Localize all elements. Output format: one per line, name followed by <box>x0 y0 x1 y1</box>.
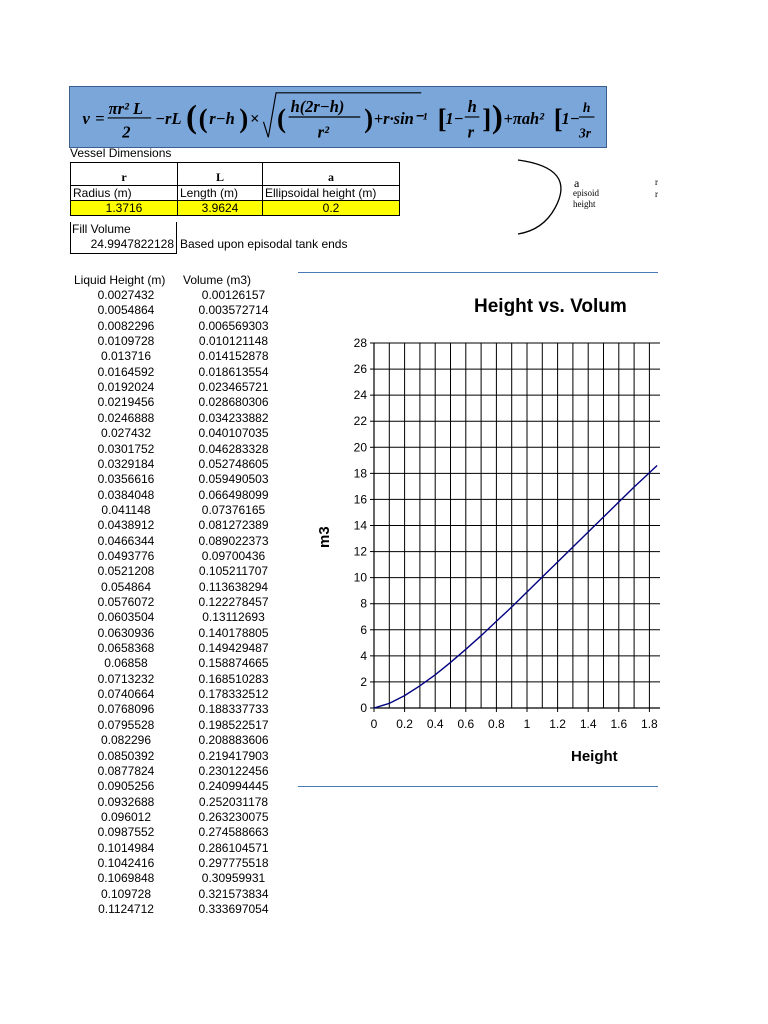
chart-y-tick-label: 6 <box>360 622 367 637</box>
volume-cell: 0.333697054 <box>198 902 269 916</box>
svg-text:): ) <box>239 103 249 134</box>
volume-cell: 0.158874665 <box>198 656 269 671</box>
liquid-height-cell: 0.0630936 <box>97 625 155 640</box>
tank-edge-label-2: r <box>655 189 658 199</box>
chart-y-tick-label: 18 <box>353 466 367 481</box>
volume-cell: 0.30959931 <box>201 871 266 886</box>
liquid-height-cell: 0.0384048 <box>97 487 155 502</box>
svg-text:r²: r² <box>317 122 330 142</box>
liquid-height-cell: 0.0219456 <box>97 395 155 410</box>
tank-label-height-text: height <box>573 199 596 209</box>
volume-cell: 0.286104571 <box>198 840 269 855</box>
liquid-height-cell: 0.041148 <box>101 502 151 517</box>
liquid-height-cell: 0.0932688 <box>97 794 155 809</box>
chart-y-tick-label: 14 <box>353 518 367 533</box>
volume-cell: 0.010121148 <box>198 334 269 349</box>
svg-text:[: [ <box>553 103 563 134</box>
liquid-height-cell: 0.0795528 <box>97 717 155 732</box>
volume-cell: 0.240994445 <box>198 779 269 794</box>
tank-label-episoid: episoid <box>573 188 599 198</box>
chart-x-tick-label: 1.2 <box>549 717 566 731</box>
volume-cell: 0.046283328 <box>198 441 269 456</box>
volume-cell: 0.00126157 <box>201 288 266 302</box>
chart-y-tick-label: 24 <box>353 388 367 403</box>
volume-cell: 0.122278457 <box>198 595 269 609</box>
chart-x-tick-label: 0.2 <box>396 717 413 731</box>
liquid-height-cell: 0.0521208 <box>97 564 155 579</box>
volume-cell: 0.07376165 <box>201 502 266 517</box>
svg-text:v: v <box>82 108 90 128</box>
volume-cell: 0.105211707 <box>198 564 269 579</box>
volume-cell: 0.09700436 <box>201 548 266 563</box>
svg-text:=: = <box>95 108 105 128</box>
chart-x-tick-label: 0.8 <box>488 717 505 731</box>
volume-cell: 0.006569303 <box>198 318 269 333</box>
svg-text:πr² L: πr² L <box>108 99 144 119</box>
volume-cell: 0.081272389 <box>198 518 269 533</box>
fill-volume-label: Fill Volume <box>72 222 131 236</box>
volume-cell: 0.059490503 <box>198 472 269 487</box>
ellipsoid-label: Ellipsoidal height (m) <box>263 186 400 201</box>
radius-symbol: r <box>71 163 178 186</box>
volume-cell: 0.263230075 <box>198 809 269 824</box>
liquid-height-cell: 0.1014984 <box>97 840 155 855</box>
liquid-height-cell: 0.0164592 <box>97 364 155 379</box>
liquid-height-cell: 0.0329184 <box>97 456 155 471</box>
fill-volume-box <box>70 222 177 254</box>
chart-y-tick-label: 16 <box>353 492 367 507</box>
volume-cell: 0.219417903 <box>198 748 269 763</box>
liquid-height-cell: 0.0987552 <box>97 825 155 840</box>
vessel-dimensions-table <box>70 162 400 216</box>
liquid-height-cell: 0.0027432 <box>97 288 155 302</box>
liquid-height-cell: 0.0603504 <box>97 610 155 625</box>
volume-cell: 0.188337733 <box>198 702 269 717</box>
svg-text:1−: 1− <box>561 108 580 128</box>
liquid-height-cell: 0.0905256 <box>97 779 155 794</box>
svg-text:2: 2 <box>122 122 131 142</box>
volume-cell: 0.198522517 <box>198 717 269 732</box>
volume-cell: 0.297775518 <box>198 855 269 870</box>
chart-y-tick-label: 12 <box>353 544 367 559</box>
radius-label: Radius (m) <box>71 186 178 201</box>
chart-y-tick-label: 20 <box>353 440 367 455</box>
volume-cell: 0.321573834 <box>198 886 269 901</box>
chart-x-tick-label: 1.6 <box>610 717 628 731</box>
volume-cell: 0.014152878 <box>198 349 269 364</box>
chart-x-tick-label: 1 <box>523 717 531 731</box>
liquid-height-cell: 0.0301752 <box>97 441 155 456</box>
liquid-height-cell: 0.0109728 <box>97 334 155 349</box>
chart-y-tick-label: 0 <box>360 701 367 715</box>
fill-volume-note: Based upon episodal tank ends <box>180 237 348 251</box>
volume-cell: 0.003572714 <box>198 303 269 318</box>
liquid-height-cell: 0.013716 <box>100 349 152 364</box>
volume-cell: 0.168510283 <box>198 671 269 686</box>
chart-x-tick-label: 1.8 <box>641 717 658 731</box>
volume-cell: 0.274588663 <box>198 825 269 840</box>
liquid-height-cell: 0.0356616 <box>97 472 155 487</box>
chart-area-bottom-border <box>298 786 658 787</box>
length-value[interactable]: 3.9624 <box>178 201 263 216</box>
chart-x-tick-label: 0.6 <box>457 717 475 731</box>
volume-cell: 0.140178805 <box>198 625 269 640</box>
chart-series-line <box>374 466 657 709</box>
volume-cell: 0.040107035 <box>198 426 269 441</box>
volume-formula <box>69 86 607 148</box>
radius-value[interactable]: 1.3716 <box>71 201 178 216</box>
chart-y-tick-label: 10 <box>353 570 367 585</box>
tank-end-diagram <box>515 158 575 236</box>
volume-cell: 0.028680306 <box>198 395 269 410</box>
volume-cell: 0.230122456 <box>198 763 269 778</box>
ellipsoid-value[interactable]: 0.2 <box>263 201 400 216</box>
fill-volume-value: 24.9947822128 <box>90 237 174 251</box>
tank-edge-label <box>655 176 658 200</box>
svg-text:1−: 1− <box>445 108 464 128</box>
header-liquid-height: Liquid Height (m) <box>74 273 166 287</box>
liquid-height-cell: 0.0877824 <box>97 763 155 778</box>
liquid-height-cell: 0.0054864 <box>97 303 155 318</box>
liquid-height-cell: 0.1069848 <box>97 871 155 886</box>
svg-text:3r: 3r <box>578 125 592 141</box>
svg-text:h: h <box>467 97 477 117</box>
liquid-height-cell: 0.0438912 <box>97 518 155 533</box>
chart-y-tick-label: 26 <box>353 362 367 377</box>
liquid-height-cell: 0.054864 <box>100 579 152 594</box>
chart-x-tick-label: 0.4 <box>426 717 444 731</box>
svg-text:r−h: r−h <box>209 108 235 128</box>
liquid-height-cell: 0.0246888 <box>97 410 155 425</box>
chart-y-tick-label: 22 <box>353 414 367 429</box>
liquid-height-cell: 0.0850392 <box>97 748 155 763</box>
volume-cell: 0.018613554 <box>198 364 269 379</box>
liquid-height-cell: 0.0493776 <box>97 548 155 563</box>
volume-cell: 0.208883606 <box>198 733 269 748</box>
chart-x-axis-label: Height <box>571 748 618 765</box>
liquid-height-cell: 0.109728 <box>100 886 152 901</box>
formula-svg <box>70 87 606 147</box>
svg-text:[: [ <box>437 103 447 134</box>
length-symbol: L <box>178 163 263 186</box>
header-volume: Volume (m3) <box>183 273 252 287</box>
liquid-height-cell: 0.0466344 <box>97 533 155 548</box>
chart-y-tick-label: 4 <box>360 648 367 663</box>
svg-text:h: h <box>582 100 591 116</box>
chart-title: Height vs. Volum <box>474 296 627 317</box>
volume-cell: 0.252031178 <box>198 794 269 809</box>
svg-text:]: ] <box>482 103 492 134</box>
volume-cell: 0.113638294 <box>198 579 269 594</box>
chart-x-tick-label: 0 <box>370 717 378 731</box>
svg-text:+πah²: +πah² <box>503 108 545 128</box>
liquid-height-cell: 0.0658368 <box>97 641 155 656</box>
volume-cell: 0.052748605 <box>198 456 269 471</box>
chart-x-tick-label: 1.4 <box>579 717 597 731</box>
liquid-height-cell: 0.0713232 <box>97 671 155 686</box>
liquid-height-cell: 0.0082296 <box>97 318 155 333</box>
svg-text:r: r <box>467 122 475 142</box>
liquid-height-cell: 0.1124712 <box>98 902 154 916</box>
tank-label-height <box>573 188 599 210</box>
liquid-height-cell: 0.082296 <box>100 733 152 748</box>
liquid-height-cell: 0.06858 <box>104 656 148 671</box>
liquid-height-cell: 0.096012 <box>100 809 152 824</box>
chart-y-tick-label: 28 <box>353 336 367 350</box>
svg-text:(: ( <box>277 103 287 134</box>
ellipsoid-symbol: a <box>263 163 400 186</box>
tank-edge-label-1: r <box>655 177 658 187</box>
liquid-height-cell: 0.1042416 <box>97 855 155 870</box>
chart-area-top-border <box>298 272 658 273</box>
volume-cell: 0.178332512 <box>198 687 269 702</box>
svg-text:(: ( <box>186 99 198 136</box>
length-label: Length (m) <box>178 186 263 201</box>
svg-text:h(2r−h): h(2r−h) <box>290 97 345 117</box>
svg-text:): ) <box>364 103 374 134</box>
liquid-height-cell: 0.0768096 <box>97 702 155 717</box>
volume-cell: 0.034233882 <box>198 410 269 425</box>
svg-text:−rL: −rL <box>155 108 182 128</box>
liquid-height-cell: 0.0740664 <box>97 687 155 702</box>
svg-text:(: ( <box>198 103 208 134</box>
tank-label-a: a <box>574 176 580 190</box>
chart-y-axis-label: m3 <box>316 526 333 548</box>
height-volume-chart <box>330 330 660 740</box>
liquid-height-cell: 0.0192024 <box>97 380 155 395</box>
chart-y-tick-label: 8 <box>360 596 367 611</box>
volume-cell: 0.066498099 <box>198 487 269 502</box>
volume-cell: 0.023465721 <box>198 380 269 395</box>
svg-text:×: × <box>249 108 260 128</box>
svg-text:): ) <box>491 99 503 136</box>
volume-cell: 0.149429487 <box>198 641 269 656</box>
svg-text:+r·sin⁻¹: +r·sin⁻¹ <box>373 108 428 128</box>
volume-cell: 0.13112693 <box>202 610 265 625</box>
liquid-height-cell: 0.0576072 <box>97 595 155 609</box>
liquid-height-cell: 0.027432 <box>100 426 152 441</box>
vessel-dimensions-title: Vessel Dimensions <box>70 146 172 160</box>
chart-y-tick-label: 2 <box>360 674 367 689</box>
volume-cell: 0.089022373 <box>198 533 269 548</box>
